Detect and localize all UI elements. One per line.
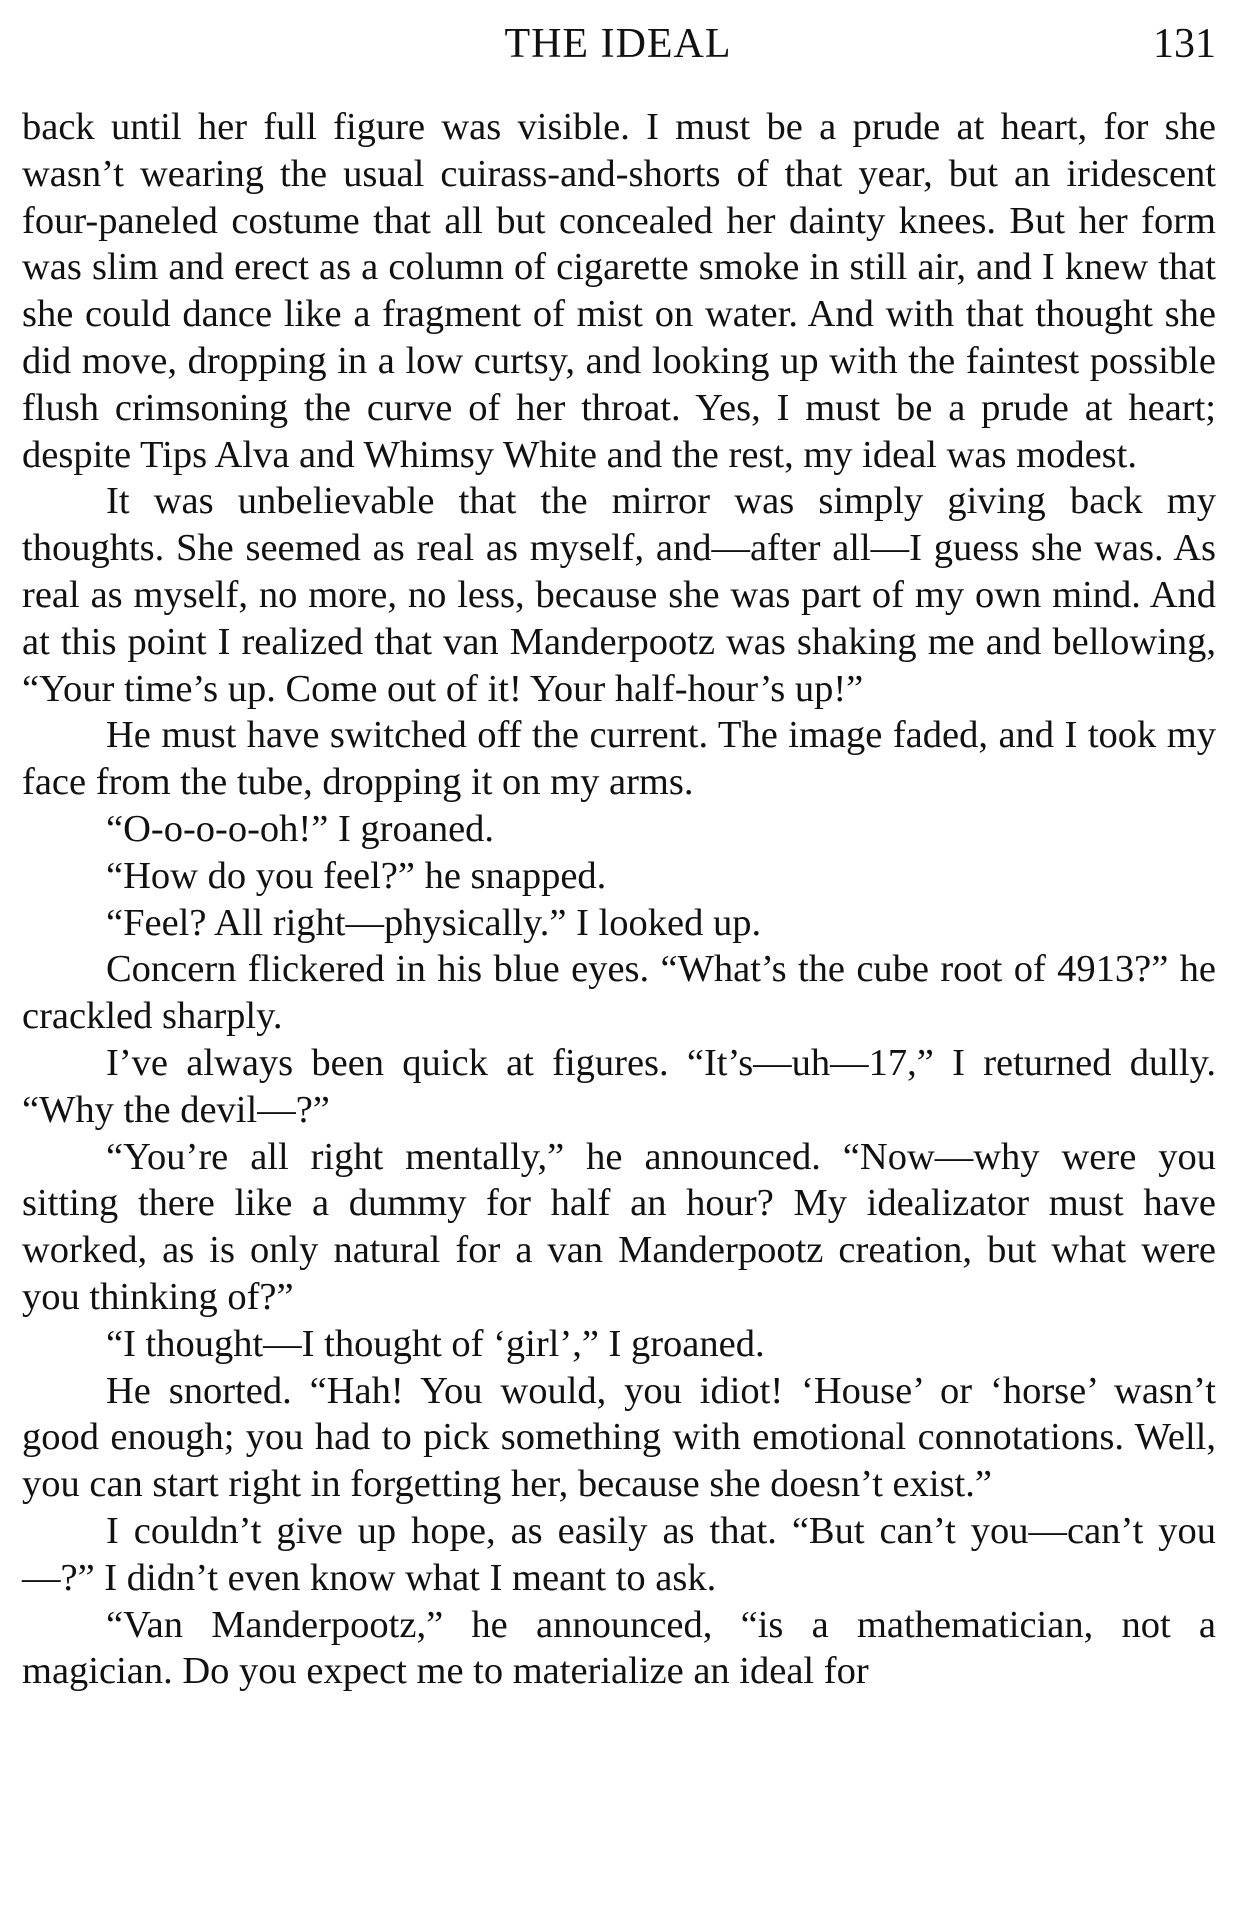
- paragraph: “I thought—I thought of ‘girl’,” I groaned.: [106, 1322, 765, 1365]
- text-body: [22, 104, 1216, 1695]
- running-title: THE IDEAL: [504, 21, 732, 67]
- paragraph: “O-o-o-o-oh!” I groaned.: [106, 807, 495, 850]
- paragraph: “Feel? All right—physically.” I looked up.: [106, 901, 762, 944]
- page-number: 131: [1153, 21, 1216, 67]
- paragraph: “You’re all right mentally,” he announced. “Now—why were you sitting there like a dummy for half an hour? My idealizator must have worked, as is only natural for a van Manderpootz creation, but what were you thinking of?”: [22, 1135, 1216, 1318]
- paragraph: Concern flickered in his blue eyes. “What’s the cube root of 4913?” he crackled sharply.: [22, 948, 1216, 1038]
- paragraph: “Van Manderpootz,” he announced, “is a mathematician, not a magician. Do you expect me to materialize an ideal for: [22, 1603, 1216, 1693]
- paragraph: It was unbelievable that the mirror was simply giving back my thoughts. She seemed as real as myself, and—after all—I guess she was. As real as myself, no more, no less, because she was part of my own mind. And at this point I realized that van Manderpootz was shaking me and bellowing, “Your time’s up. Come out of it! Your half-hour’s up!”: [22, 480, 1216, 710]
- paragraph: I couldn’t give up hope, as easily as that. “But can’t you—can’t you—?” I didn’t even know what I meant to ask.: [22, 1509, 1216, 1599]
- running-head: [20, 14, 1216, 74]
- paragraph: He snorted. “Hah! You would, you idiot! ‘House’ or ‘horse’ wasn’t good enough; you had to pick something with emotional connotations. Well, you can start right in forgetting her, because she doesn’t exist.”: [22, 1369, 1216, 1506]
- paragraph: “How do you feel?” he snapped.: [106, 854, 607, 897]
- paragraph: back until her full figure was visible. I must be a prude at heart, for she wasn’t wearing the usual cuirass-and-shorts of that year, but an iridescent four-paneled costume that all but concealed her dainty knees. But her form was slim and erect as a column of cigarette smoke in still air, and I knew that she could dance like a fragment of mist on water. And with that thought she did move, dropping in a low curtsy, and looking up with the faintest possible flush crimsoning the curve of her throat. Yes, I must be a prude at heart; despite Tips Alva and Whimsy White and the rest, my ideal was modest.: [22, 106, 1216, 476]
- paragraph: He must have switched off the current. The image faded, and I took my face from the tube, dropping it on my arms.: [22, 714, 1216, 804]
- paragraph: I’ve always been quick at figures. “It’s—uh—17,” I returned dully. “Why the devil—?”: [22, 1041, 1216, 1131]
